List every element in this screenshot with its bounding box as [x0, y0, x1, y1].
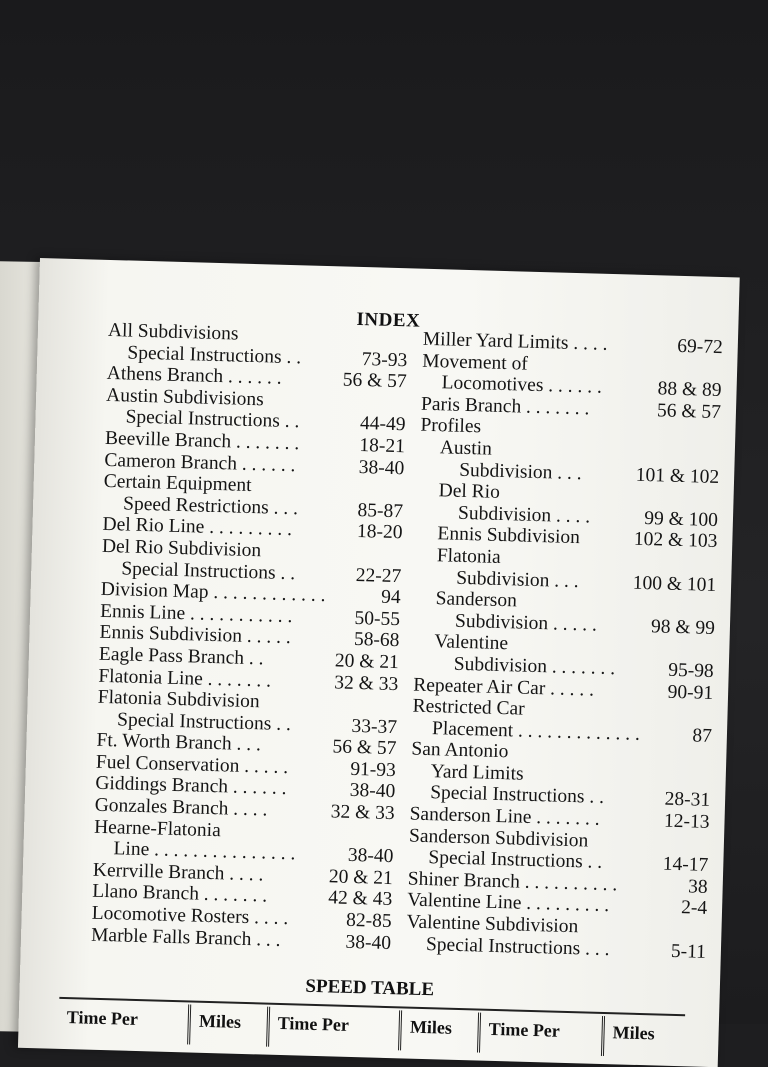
index-entry-title: Flatonia Subdivision — [97, 686, 260, 713]
index-entry-pages: 90-91 — [667, 681, 714, 704]
index-entry-title: Ennis Subdivision — [437, 523, 581, 549]
index-entry-title: Del Rio — [438, 480, 501, 504]
index-entry-title: Del Rio Line . . . . . . . . . — [102, 514, 293, 541]
index-entry-title: Gonzales Branch . . . . — [94, 794, 268, 821]
index-entry-title: Sanderson Subdivision — [408, 825, 589, 852]
index-entry-pages: 32 & 33 — [330, 801, 395, 825]
index-entry-pages: 20 & 21 — [328, 866, 394, 889]
speed-table-header-cell: Time Per — [480, 1013, 605, 1056]
index-entry-pages: 98 & 99 — [650, 615, 716, 639]
index-entry-title: Marble Falls Branch . . . — [90, 924, 281, 951]
index-entry-pages: 101 & 102 — [635, 464, 720, 488]
index-entry-title: Valentine — [434, 631, 509, 655]
index-entry-title: Line . . . . . . . . . . . . . . . — [113, 838, 296, 865]
index-entry-title: Ennis Subdivision . . . . . — [99, 622, 292, 649]
index-entry-pages: 69-72 — [676, 335, 724, 359]
index-entry-title: Yard Limits — [430, 760, 524, 785]
index-entry-title: Movement of — [421, 350, 529, 375]
index-entry-pages: 5-11 — [670, 940, 707, 963]
index-entry-pages: 38 — [687, 876, 708, 898]
index-entry-pages: 102 & 103 — [633, 529, 718, 553]
index-entry-pages: 38-40 — [349, 780, 396, 803]
index-entry-title: Special Instructions . . — [116, 709, 292, 735]
index-entry-pages: 2-4 — [680, 897, 708, 920]
index-entry-title: Subdivision . . . . — [457, 502, 591, 528]
index-entry-pages: 33-37 — [351, 715, 398, 738]
index-entry-title: Restricted Car — [412, 695, 525, 720]
index-entry-title: Subdivision . . . — [458, 459, 582, 484]
index-entry-pages: 38-40 — [345, 931, 392, 954]
index-entry-pages: 94 — [380, 586, 401, 609]
index-entry-pages: 56 & 57 — [656, 400, 722, 423]
index-entry-title: Austin — [439, 437, 493, 460]
index-entry-pages: 14-17 — [662, 853, 709, 877]
index-entry-pages: 73-93 — [361, 348, 408, 371]
index-left-column — [91, 320, 408, 954]
index-entry-title: Valentine Line . . . . . . . . . — [406, 889, 610, 917]
index-entry-title: Subdivision . . . . . . . — [453, 653, 616, 680]
index-entry-title: Profiles — [420, 415, 482, 438]
index-entry-pages: 82-85 — [345, 909, 392, 933]
index-entry-title: Sanderson — [435, 588, 518, 612]
index-entry-title: Subdivision . . . . . — [454, 610, 598, 636]
index-entry-title: Austin Subdivisions — [105, 384, 265, 411]
index-entry-pages: 42 & 43 — [328, 887, 393, 911]
speed-table-header-cell: Miles — [401, 1010, 481, 1052]
index-entry-title: Special Instructions . . — [127, 342, 302, 368]
index-entry-title: Eagle Pass Branch . . — [98, 643, 264, 670]
index-entry-pages: 18-21 — [359, 434, 406, 458]
index-entry-title: Ft. Worth Branch . . . — [96, 730, 262, 756]
index-entry-pages: 12-13 — [663, 810, 710, 833]
index-right-column — [406, 329, 723, 963]
index-entry-title: Athens Branch . . . . . . — [106, 363, 282, 389]
speed-table-title: SPEED TABLE — [305, 975, 435, 1001]
index-entry-title: Special Instructions . . — [428, 847, 603, 874]
index-entry-pages: 100 & 101 — [632, 572, 717, 596]
index-entry-pages: 85-87 — [357, 499, 404, 522]
index-entry-pages: 58-68 — [353, 629, 400, 652]
index-entry-pages: 32 & 33 — [334, 671, 399, 695]
index-entry-title: Repeater Air Car . . . . . — [412, 674, 595, 701]
speed-table-header-cell: Miles — [612, 1022, 655, 1044]
index-entry-title: Special Instructions . . — [121, 557, 296, 584]
index-entry-title: Locomotive Rosters . . . . — [91, 902, 289, 930]
index-entry-pages: 38-40 — [347, 845, 394, 868]
speed-table-header-cell: Miles — [190, 1005, 270, 1047]
index-entry-title: Hearne-Flatonia — [93, 816, 222, 841]
index-entry-pages: 88 & 89 — [657, 378, 722, 402]
index-entry-title: Llano Branch . . . . . . . — [92, 881, 268, 908]
index-entry-title: Kerrville Branch . . . . — [92, 859, 264, 886]
index-entry-title: San Antonio — [411, 738, 509, 763]
index-entry-pages: 18-20 — [356, 521, 403, 544]
index-entry-title: Miller Yard Limits . . . . — [422, 328, 608, 355]
index-entry-title: Special Instructions . . . — [425, 933, 610, 960]
index-entry-title: Fuel Conservation . . . . . — [95, 751, 289, 778]
speed-table-header-cell: Time Per — [58, 1001, 191, 1045]
index-entry-pages: 87 — [692, 725, 713, 747]
index-entry-title: Speed Restrictions . . . — [122, 493, 299, 520]
index-entry-pages: 28-31 — [664, 789, 711, 812]
index-entry-title: Special Instructions . . — [429, 782, 605, 809]
index-entry-pages: 22-27 — [355, 564, 402, 587]
index-entry-title: Cameron Branch . . . . . . — [104, 449, 296, 476]
index-entry-title: Flatonia Line . . . . . . . — [98, 665, 272, 692]
index-entry-title: Ennis Line . . . . . . . . . . . — [99, 600, 293, 627]
index-entry-title: Placement . . . . . . . . . . . . . — [431, 717, 641, 745]
index-entry-title: Valentine Subdivision — [406, 911, 579, 938]
index-entry-title: Certain Equipment — [103, 471, 252, 497]
index-entry-pages: 20 & 21 — [334, 650, 400, 674]
index-entry-pages: 38-40 — [358, 456, 405, 479]
index-entry-pages: 56 & 57 — [332, 736, 397, 760]
index-entry-title: Special Instructions . . — [125, 406, 300, 433]
index-entry-pages: 99 & 100 — [644, 507, 719, 531]
index-entry-pages: 91-93 — [350, 758, 397, 782]
index-entry-title: Del Rio Subdivision — [101, 535, 262, 562]
index-entry-title: All Subdivisions — [107, 319, 239, 345]
index-entry-title: Flatonia — [436, 545, 502, 568]
index-entry-title: Beeville Branch . . . . . . . — [104, 427, 300, 455]
index-entry-pages: 95-98 — [667, 659, 715, 682]
index-entry-title: Locomotives . . . . . . — [441, 372, 603, 398]
index-title: INDEX — [356, 308, 421, 332]
index-entry-title: Division Map . . . . . . . . . . . . — [100, 578, 326, 607]
index-entry-pages: 44-49 — [359, 413, 406, 436]
index-page — [18, 258, 740, 1067]
speed-table-header-cell: Time Per — [269, 1007, 402, 1051]
index-entry-pages: 56 & 57 — [342, 369, 407, 393]
index-entry-title: Paris Branch . . . . . . . — [420, 393, 590, 420]
index-entry-title: Giddings Branch . . . . . . — [95, 773, 287, 800]
index-entry-title: Subdivision . . . — [455, 567, 579, 592]
index-entry-pages: 50-55 — [354, 607, 401, 630]
speed-table-header — [58, 1001, 685, 1058]
index-entry-title: Sanderson Line . . . . . . . — [409, 803, 600, 830]
index-entry-title: Shiner Branch . . . . . . . . . . — [407, 868, 618, 896]
